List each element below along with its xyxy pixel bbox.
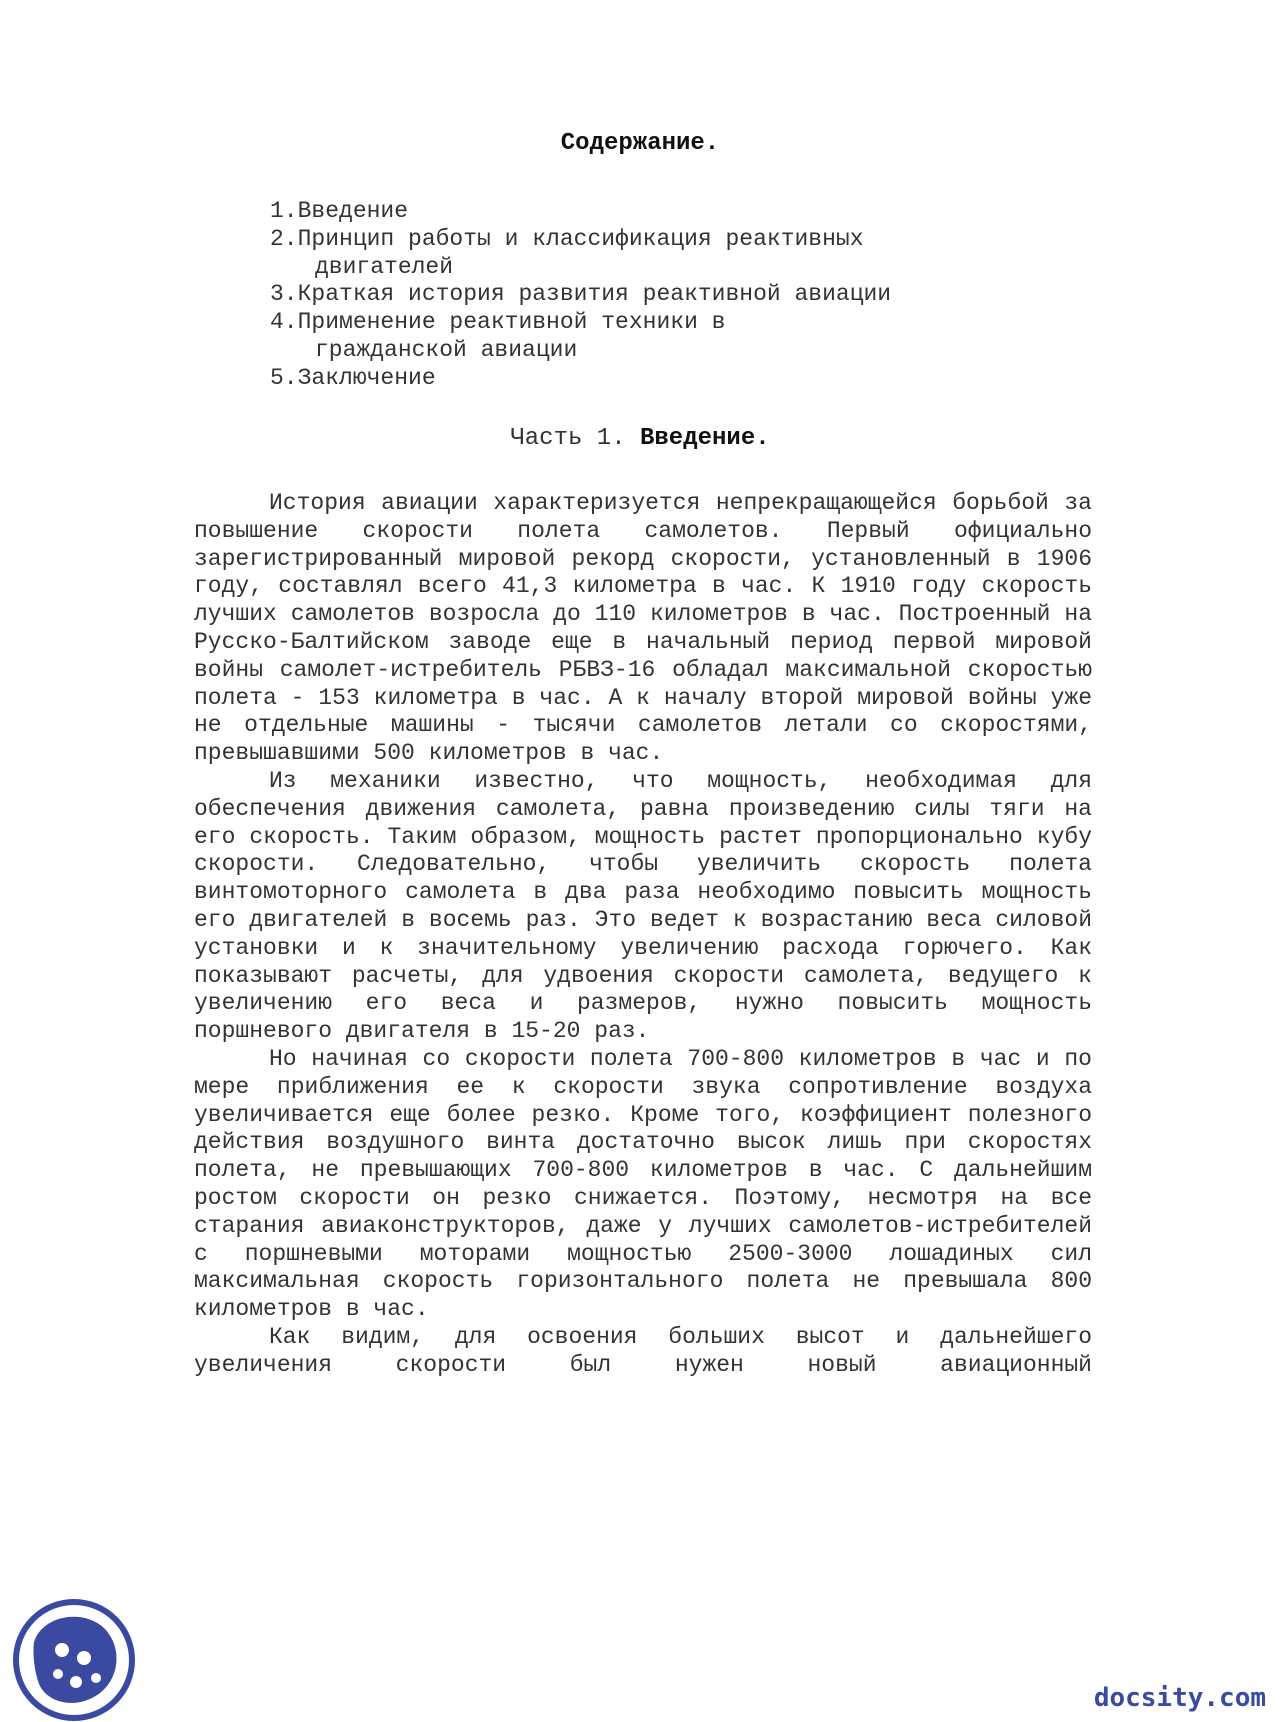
toc-item-text: Краткая история развития реактивной авиации — [297, 281, 892, 308]
toc-item-text: Введение — [297, 198, 409, 224]
toc-item-number: 3. — [270, 281, 298, 308]
paragraph: История авиации характеризуется непрекращающейся борьбой за повышение скорости полета самолетов. Первый официально зарегистрированный мировой рекорд скорости, установленный в 1906 году, составлял всего 41,3 километра в час. К 1910 году скорость лучших самолетов возросла до 110 километров в час. Построенный на Русско-Балтийском заводе еще в начальный период первой мировой войны самолет-истребитель РБВЗ-16 обладал максимальной скоростью полета - 153 километра в час. А к началу второй мировой войны уже не отдельные машины - тысячи самолетов летали со скоростями, превышавшими 500 километров в час. — [194, 490, 1092, 767]
toc-item-text: Заключение — [297, 364, 436, 391]
paragraph: Как видим, для освоения больших высот и дальнейшего увеличения скорости был нужен новый авиационный — [194, 1323, 1092, 1378]
docsity-watermark[interactable]: docsity.com — [1093, 1683, 1266, 1713]
toc-item-number: 5. — [270, 364, 298, 391]
paragraph: Но начиная со скорости полета 700-800 километров в час и по мере приближения ее к скорости звука сопротивление воздуха увеличивается еще более резко. Кроме того, коэффициент полезного действия воздушного винта достаточно высок лишь при скоростях полета, не превышающих 700-800 километров в час. С дальнейшим ростом скорости он резко снижается. Поэтому, несмотря на все старания авиаконструкторов, даже у лучших самолетов-истребителей с поршневыми моторами мощностью 2500-3000 лошадиных сил максимальная скорость горизонтального полета не превышала 800 километров в час. — [194, 1045, 1092, 1323]
section-heading-title: Введение. — [640, 425, 770, 452]
toc-title: Содержание. — [560, 130, 720, 157]
toc-item-4 — [270, 309, 891, 365]
table-of-contents — [270, 198, 891, 393]
docsity-logo-icon[interactable] — [12, 1598, 136, 1722]
body-text — [194, 490, 1092, 1380]
toc-item-text: Применение реактивной техники в — [297, 309, 726, 336]
toc-item-number: 1. — [270, 198, 298, 224]
paragraph: Из механики известно, что мощность, необходимая для обеспечения движения самолета, равна произведению силы тяги на его скорость. Таким образом, мощность растет пропорционально кубу скорости. Следовательно, чтобы увеличить скорость полета винтомоторного самолета в два раза необходимо повысить мощность его двигателей в восемь раз. Это ведет к возрастанию веса силовой установки и к значительному увеличению расхода горючего. Как показывают расчеты, для удвоения скорости самолета, ведущего к увеличению его веса и размеров, нужно повысить мощность поршневого двигателя в 15-20 раз. — [194, 767, 1092, 1045]
toc-item-number: 4. — [270, 309, 298, 336]
toc-item-1 — [270, 198, 891, 226]
section-heading-prefix: Часть 1. — [510, 425, 626, 452]
toc-item-3 — [270, 281, 891, 309]
toc-item-text-continued: двигателей — [315, 253, 454, 280]
toc-item-2 — [270, 226, 891, 282]
toc-item-number: 2. — [270, 225, 298, 252]
toc-item-5 — [270, 365, 891, 393]
toc-item-text-continued: гражданской авиации — [315, 336, 578, 363]
section-heading — [0, 425, 1280, 453]
toc-item-text: Принцип работы и классификация реактивных — [297, 225, 864, 252]
